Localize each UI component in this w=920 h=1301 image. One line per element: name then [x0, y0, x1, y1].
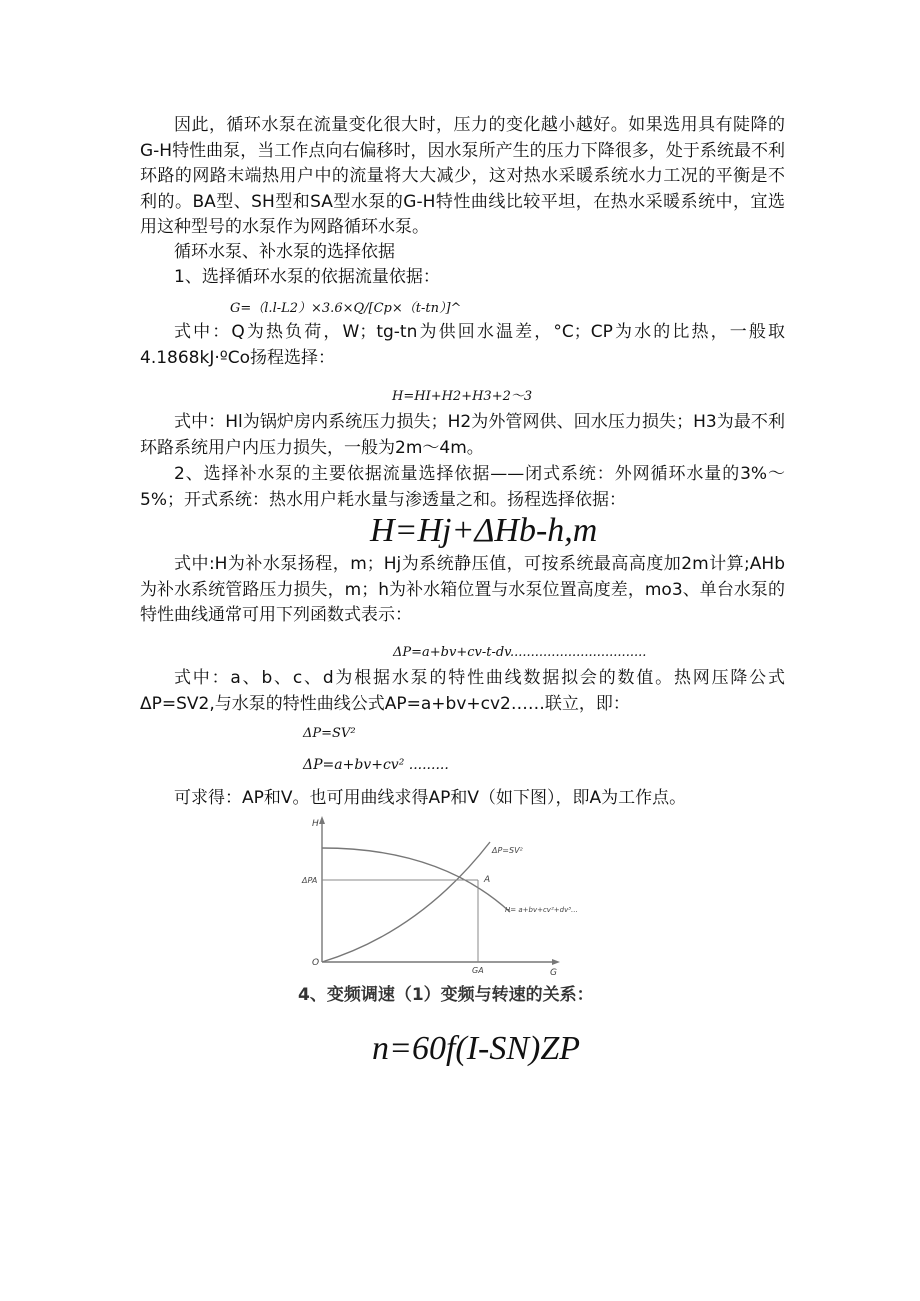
formula-head: H=HI+H2+H3+2～3	[392, 389, 533, 404]
formula-flow: G=（l.l-L2）×3.6×Q/[Cp×（t-tn）]^	[230, 301, 462, 316]
paragraph-2: 式中：Q为热负荷，W；tg-tn为供回水温差，°C；CP为水的比热，一般取4.1868kJ·ºCo扬程选择：	[140, 322, 785, 368]
paragraph-5: 式中:H为补水泵扬程，m；Hj为系统静压值，可按系统最高高度加2m计算;AHb为补水系统管路压力损失，m；h为补水箱位置与水泵位置高度差，mo3、单台水泵的特性曲线通常可用下列函数式表示：	[140, 554, 785, 625]
x-axis-arrow	[552, 959, 560, 965]
formula-system-join: ΔP=a+bv+cv² .........	[303, 757, 449, 773]
network-curve	[322, 842, 490, 962]
x-axis-label: G	[550, 968, 557, 978]
dp-label: ΔPA	[302, 876, 318, 885]
pump-curve-label: H= a+bv+cv²+dv³…	[505, 906, 579, 914]
formula-network-drop: ΔP=SV²	[303, 726, 356, 741]
formula-pump-curve: ΔP=a+bv+cv-t-dv.................................	[393, 645, 647, 660]
g-label: GA	[472, 966, 484, 975]
paragraph-4: 2、选择补水泵的主要依据流量选择依据——闭式系统：外网循环水量的3%～5%；开式系统：热水用户耗水量与渗透量之和。扬程选择依据：	[140, 464, 785, 510]
heading-pump-selection: 循环水泵、补水泵的选择依据	[174, 242, 395, 262]
working-point-figure	[300, 812, 579, 980]
y-axis-label: H	[312, 819, 319, 829]
heading-circulating-pump: 1、选择循环水泵的依据流量依据：	[174, 267, 440, 287]
figure-caption: 4、变频调速（1）变频与转速的关系：	[298, 985, 594, 1005]
paragraph-6: 式中：a、b、c、d为根据水泵的特性曲线数据拟会的数值。热网压降公式ΔP=SV2,与水泵的特性曲线公式AP=a+bv+cv2……联立，即：	[140, 668, 785, 714]
point-a-label: A	[484, 875, 491, 885]
origin-label: O	[312, 958, 320, 968]
network-curve-label: ΔP=SV²	[492, 846, 523, 855]
paragraph-7: 可求得：AP和V。也可用曲线求得AP和V（如下图），即A为工作点。	[174, 788, 687, 808]
formula-speed: n=60f(I-SN)ZP	[372, 1030, 581, 1067]
paragraph-3: 式中：Hl为锅炉房内系统压力损失；H2为外管网供、回水压力损失；H3为最不利环路系统用户内压力损失，一般为2m～4m。	[140, 412, 785, 458]
y-axis-arrow	[319, 816, 325, 824]
formula-makeup-head: H=Hj+ΔHb-h,m	[370, 512, 598, 549]
paragraph-1: 因此，循环水泵在流量变化很大时，压力的变化越小越好。如果选用具有陡降的G-H特性曲泵，当工作点向右偏移时，因水泵所产生的压力下降很多，处于系统最不利环路的网路末端热用户中的流量将大大减少，这对热水采暖系统水力工况的平衡是不利的。BA型、SH型和SA型水泵的G-H特性曲线比较平坦，在热水采暖系统中，宜选用这种型号的水泵作为网路循环水泵。	[140, 115, 785, 237]
